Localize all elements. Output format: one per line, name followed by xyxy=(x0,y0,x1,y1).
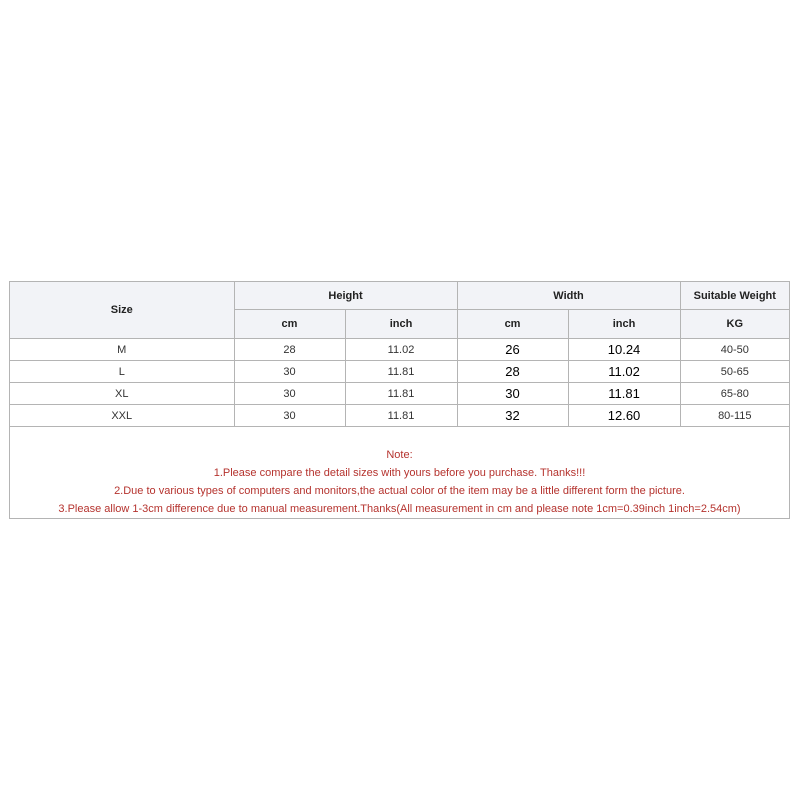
size-cell: L xyxy=(10,361,234,383)
width-header: Width xyxy=(457,282,680,310)
width-inch-header: inch xyxy=(568,310,680,339)
size-chart xyxy=(9,281,790,519)
size-header: Size xyxy=(10,282,234,339)
width-inch-cell: 10.24 xyxy=(568,339,680,361)
height-header: Height xyxy=(234,282,457,310)
height-inch-header: inch xyxy=(345,310,457,339)
table-row xyxy=(10,361,789,383)
notes-section xyxy=(10,446,789,518)
width-cm-cell: 32 xyxy=(457,405,568,427)
weight-kg-header: KG xyxy=(680,310,789,339)
width-inch-cell: 11.02 xyxy=(568,361,680,383)
height-cm-cell: 30 xyxy=(234,405,345,427)
height-cm-cell: 28 xyxy=(234,339,345,361)
size-cell: XL xyxy=(10,383,234,405)
size-cell: M xyxy=(10,339,234,361)
note-line-3: 3.Please allow 1-3cm difference due to manual measurement.Thanks(All measurement in cm and please note 1cm=0.39inch 1inch=2.54cm) xyxy=(58,503,741,515)
height-inch-cell: 11.81 xyxy=(345,361,457,383)
height-cm-cell: 30 xyxy=(234,383,345,405)
weight-cell: 40-50 xyxy=(680,339,789,361)
width-cm-cell: 28 xyxy=(457,361,568,383)
notes-title: Note: xyxy=(386,449,413,461)
size-table xyxy=(10,282,789,427)
width-cm-cell: 30 xyxy=(457,383,568,405)
height-cm-cell: 30 xyxy=(234,361,345,383)
weight-cell: 80-115 xyxy=(680,405,789,427)
height-inch-cell: 11.81 xyxy=(345,405,457,427)
table-row xyxy=(10,405,789,427)
weight-cell: 65-80 xyxy=(680,383,789,405)
weight-cell: 50-65 xyxy=(680,361,789,383)
width-inch-cell: 12.60 xyxy=(568,405,680,427)
weight-header: Suitable Weight xyxy=(680,282,789,310)
note-line-2: 2.Due to various types of computers and monitors,the actual color of the item may be a little different form the picture. xyxy=(114,485,685,497)
width-cm-cell: 26 xyxy=(457,339,568,361)
width-inch-cell: 11.81 xyxy=(568,383,680,405)
size-cell: XXL xyxy=(10,405,234,427)
height-inch-cell: 11.81 xyxy=(345,383,457,405)
table-row xyxy=(10,383,789,405)
height-cm-header: cm xyxy=(234,310,345,339)
note-line-1: 1.Please compare the detail sizes with yours before you purchase. Thanks!!! xyxy=(213,467,586,479)
width-cm-header: cm xyxy=(457,310,568,339)
height-inch-cell: 11.02 xyxy=(345,339,457,361)
table-row xyxy=(10,339,789,361)
